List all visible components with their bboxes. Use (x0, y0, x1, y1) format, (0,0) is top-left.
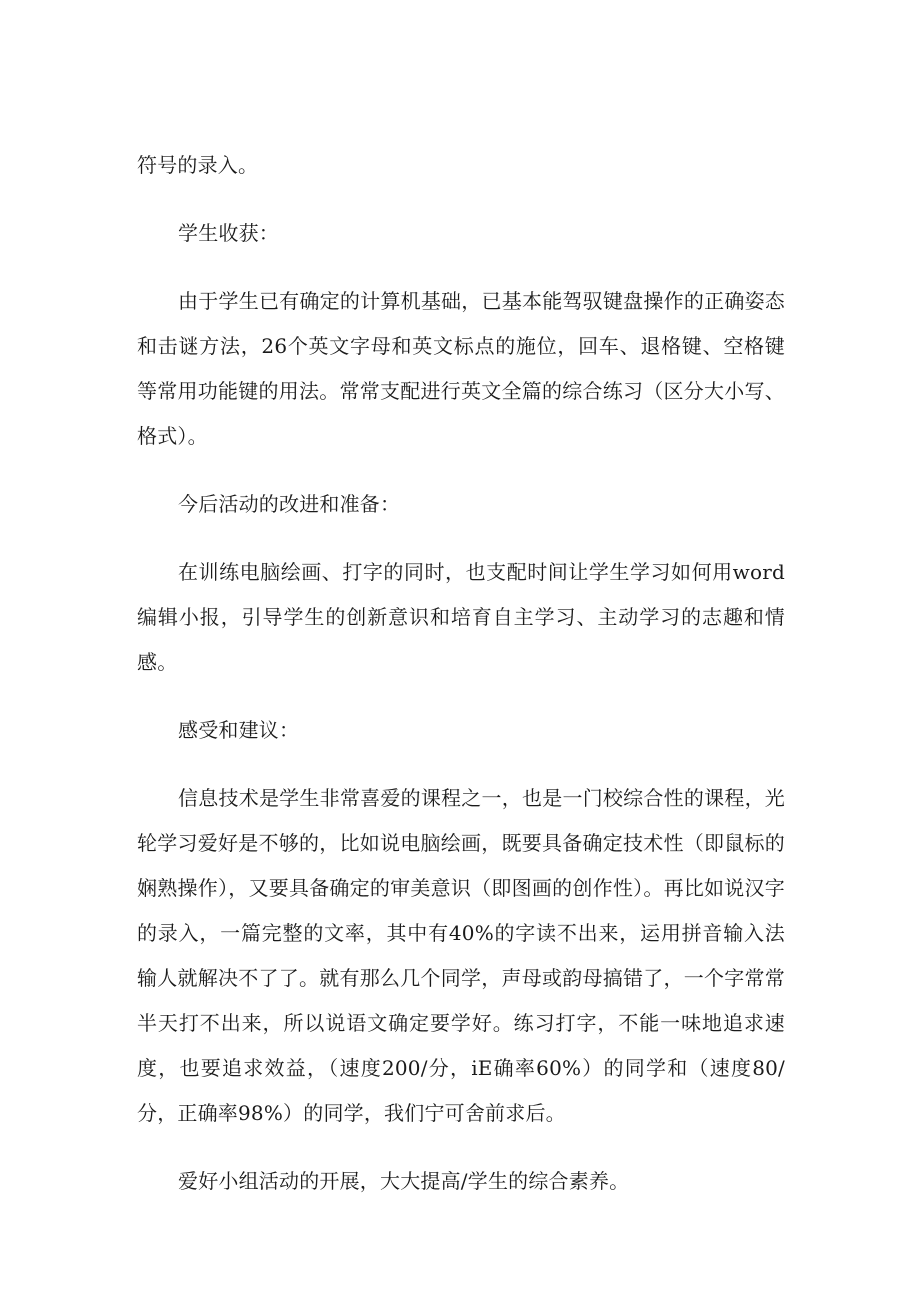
paragraph-student-gains: 由于学生已有确定的计算机基础，已基本能驾驭键盘操作的正确姿态和击谜方法，26个英文字母和英文标点的施位，回车、退格键、空格键等常用功能键的用法。常常支配进行英文全篇的综合练习（区分大小写、格式）。 (137, 289, 785, 448)
paragraph-feelings: 信息技术是学生非常喜爱的课程之一，也是一门校综合性的课程，光轮学习爱好是不够的，比如说电脑绘画，既要具备确定技术性（即鼠标的娴熟操作），又要具备确定的审美意识（即图画的创作性）。再比如说汉字的录入，一篇完整的文率，其中有40%的字读不出来，运用拼音输入法输人就解决不了了。就有那么几个同学，声母或韵母搞错了，一个字常常半天打不出来，所以说语文确定要学好。练习打字，不能一味地追求速度，也要追求效益，（速度200/分，iE确率60%）的同学和（速度80/分，正确率98%）的同学，我们宁可舍前求后。 (137, 786, 785, 1125)
paragraph-continuation: 符号的录入。 (137, 153, 259, 177)
document-body (137, 143, 785, 1227)
heading-student-gains: 学生收获： (178, 221, 279, 245)
heading-feelings: 感受和建议： (178, 718, 300, 742)
paragraph-conclusion: 爱好小组活动的开展，大大提高/学生的综合素养。 (178, 1169, 630, 1193)
heading-improvement: 今后活动的改进和准备： (178, 492, 401, 516)
paragraph-improvement: 在训练电脑绘画、打字的同时，也支配时间让学生学习如何用word编辑小报，引导学生的创新意识和培育自主学习、主动学习的志趣和情感。 (137, 560, 785, 674)
